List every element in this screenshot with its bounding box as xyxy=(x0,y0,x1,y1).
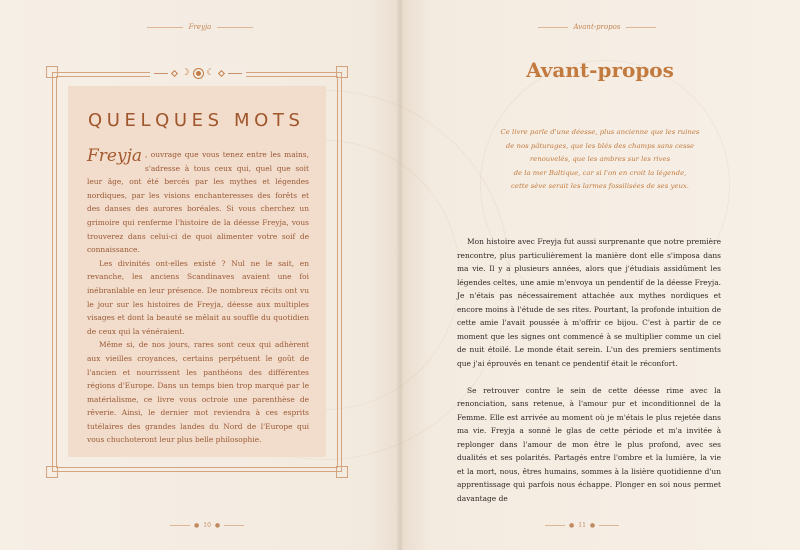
epigraph xyxy=(470,126,730,194)
rule-line xyxy=(599,525,619,526)
epigraph-line: de nos pâturages, que les blés des champs sans cesse xyxy=(505,141,695,150)
frame-corner-ornament xyxy=(336,466,348,478)
ornament-dash xyxy=(154,73,168,74)
moon-icon: ● xyxy=(214,521,221,529)
running-head-right-text: Avant-propos xyxy=(573,23,621,31)
epigraph-line: renouvelés, que les ambres sur les rives xyxy=(529,155,671,164)
box-text xyxy=(87,148,309,447)
running-head-right xyxy=(535,20,659,34)
frame-corner-ornament xyxy=(336,66,348,78)
full-moon-icon xyxy=(194,69,203,78)
rule-line xyxy=(217,27,253,28)
rule-line xyxy=(538,27,568,28)
dropcap-word: Freyja xyxy=(87,146,142,166)
rule-line xyxy=(545,525,565,526)
rule-line xyxy=(147,27,183,28)
epigraph-line: de la mer Baltique, car si l'on en croit la légende, xyxy=(513,168,687,177)
box-title: QUELQUES MOTS xyxy=(88,110,305,131)
box-paragraph-text: , ouvrage que vous tenez entre les mains, s'adresse à tous ceux qui, quel que soit leur âge, ont été bercés par les mythes et légendes nordiques, par les visions enchanteresses des forêts et des danses des aurores boréales. Si vous cherchez un grimoire qui renferme l'histoire de la déesse Freyja, vous trouverez dans celui-ci de quoi alimenter votre soif de connaissance. xyxy=(87,150,309,255)
body-text xyxy=(457,235,721,505)
box-paragraph: Les divinités ont-elles existé ? Nul ne le sait, en revanche, les anciens Scandinaves avaient une foi inébranlable en leur présence. De nombreux récits ont vu le jour sur les histoires de Freyja, déesse aux multiples visages et dont la beauté se mêlait au souffle du quotidien de ceux qui la vénéraient. xyxy=(87,258,309,336)
rule-line xyxy=(626,27,656,28)
running-head-left xyxy=(138,20,262,34)
page-number-left-text: 10 xyxy=(203,521,211,529)
body-paragraph: Mon histoire avec Freyja fut aussi surprenante que notre première rencontre, plus particulièrement la manière dont elle s'imposa dans ma vie. Il y a plusieurs années, alors que j'étudiais assidûment les légendes celtes, une amie m'envoya un pendentif de la déesse Freyja. Je n'étais pas nécessairement attachée aux mythes nordiques et encore moins à l'étude de ses rites. Pourtant, la profonde intuition de cette amie l'avait poussée à m'offrir ce bijou. C'est à partir de ce moment que les signes ont commencé à se multiplier comme un ciel de nuit étoilé. Le monde était serein. L'un des premiers sentiments que j'ai éprouvés en tenant ce pendentif était le réconfort. xyxy=(457,237,721,368)
box-paragraph xyxy=(87,148,309,257)
rule-line xyxy=(224,525,244,526)
page-number-left xyxy=(170,519,244,531)
page-number-right xyxy=(545,519,619,531)
crescent-icon: ☽ xyxy=(181,68,190,78)
chapter-title: Avant-propos xyxy=(526,58,674,82)
moon-phase-ornament xyxy=(150,66,246,80)
epigraph-line: cette sève serait les larmes fossilisées de ses yeux. xyxy=(511,182,689,191)
frame-corner-ornament xyxy=(46,466,58,478)
rule-line xyxy=(170,525,190,526)
diamond-icon xyxy=(218,69,225,76)
diamond-icon xyxy=(171,69,178,76)
running-head-left-text: Freyja xyxy=(188,23,212,31)
frame-corner-ornament xyxy=(46,66,58,78)
page-number-right-text: 11 xyxy=(578,521,586,529)
box-paragraph: Même si, de nos jours, rares sont ceux qui adhèrent aux vieilles croyances, certains perpétuent le goût de l'ancien et nourrissent les panthéons des différentes régions d'Europe. Dans un temps bien trop marqué par le matérialisme, ce livre vous octroie une parenthèse de rêverie. Ainsi, le dernier mot reviendra à ces esprits tutélaires des grandes landes du Nord de l'Europe qui vous chuchoteront leur plus belle philosophie. xyxy=(87,340,309,445)
epigraph-line: Ce livre parle d'une déesse, plus ancienne que les ruines xyxy=(500,128,700,136)
moon-icon: ● xyxy=(589,521,596,529)
moon-icon: ● xyxy=(194,521,200,529)
body-paragraph: Se retrouver contre le sein de cette déesse rime avec la renonciation, sans retenue, à l'amour pur et inconditionnel de la Femme. Elle est arrivée au moment où je m'étais le plus rejetée dans ma vie. Freyja a sonné le glas de cette période et m'a invitée à replonger dans l'amour de mon être le plus profond, avec ses dualités et ses polarités. Partagés entre l'ombre et la lumière, la vie et la mort, nous, êtres humains, sommes à la lisière quotidienne d'un apprentissage qui parfois nous échappe. Plonger en soi nous permet davantage de xyxy=(457,385,721,503)
crescent-icon: ☾ xyxy=(206,68,215,78)
moon-icon: ● xyxy=(569,521,575,529)
ornament-dash xyxy=(228,73,242,74)
